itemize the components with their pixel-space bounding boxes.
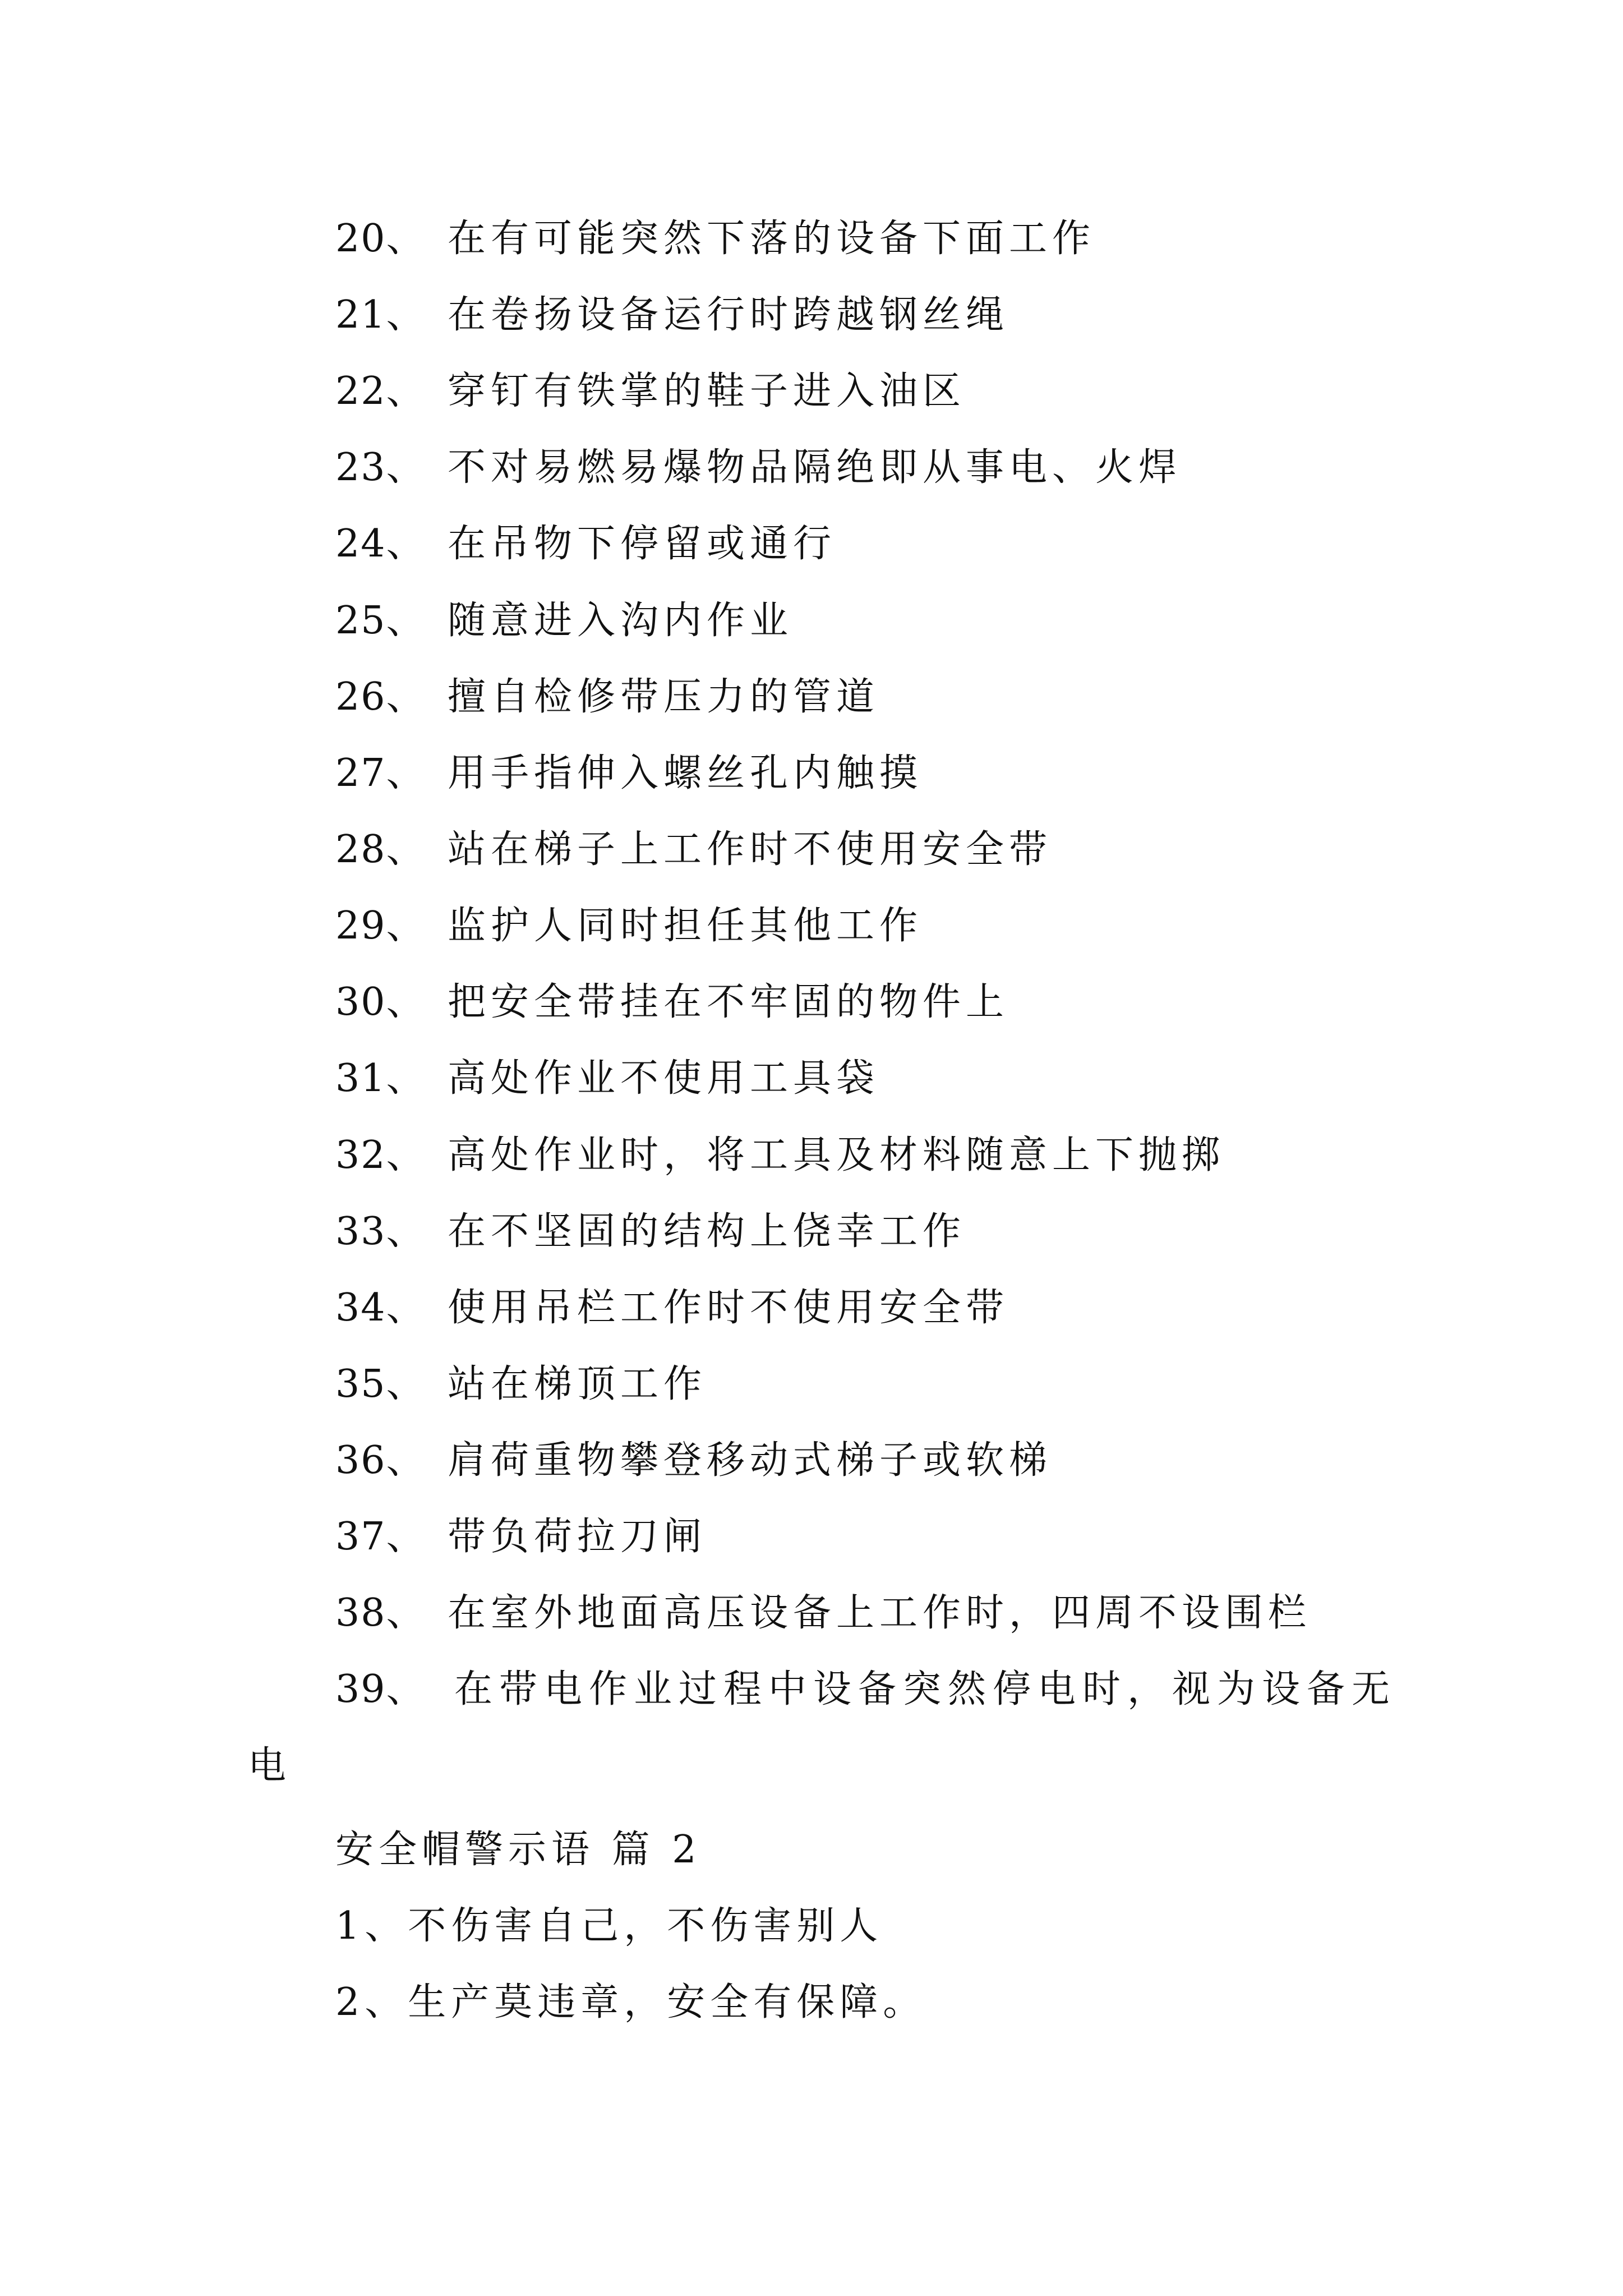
list-item [335, 827, 1053, 872]
list-item [335, 1209, 966, 1254]
list-item-text: 擅自检修带压力的管道 [448, 675, 880, 719]
slogan-item [335, 1904, 883, 1948]
list-item-number: 30、 [335, 980, 426, 1024]
list-item-text: 站在梯顶工作 [448, 1362, 707, 1406]
list-item-text: 在室外地面高压设备上工作时，四周不设围栏 [448, 1591, 1312, 1635]
list-item-continuation [248, 1743, 292, 1788]
list-item-text: 不对易燃易爆物品隔绝即从事电、火焊 [448, 445, 1182, 490]
list-item-number: 38、 [335, 1591, 426, 1635]
slogan-text: 2、生产莫违章，安全有保障。 [335, 1980, 926, 2024]
list-item-number: 35、 [335, 1362, 426, 1406]
list-item-text: 带负荷拉刀闸 [448, 1515, 707, 1559]
list-item-number: 22、 [335, 369, 426, 413]
list-item-text: 把安全带挂在不牢固的物件上 [448, 980, 1009, 1024]
list-item [335, 1362, 707, 1406]
list-item [335, 1133, 1225, 1177]
slogan-item [335, 1980, 926, 2024]
list-item-text: 高处作业时，将工具及材料随意上下抛掷 [448, 1133, 1225, 1177]
list-item [335, 217, 1096, 261]
list-item-text: 在卷扬设备运行时跨越钢丝绳 [448, 293, 1009, 337]
list-item [335, 675, 880, 719]
list-item-number: 36、 [335, 1438, 426, 1483]
list-item-number: 32、 [335, 1133, 426, 1177]
list-item-text: 用手指伸入螺丝孔内触摸 [448, 751, 923, 795]
slogan-text: 1、不伤害自己，不伤害别人 [335, 1904, 883, 1948]
list-item-text: 在带电作业过程中设备突然停电时，视为设备无 [454, 1667, 1397, 1711]
list-item-text: 在有可能突然下落的设备下面工作 [448, 217, 1096, 261]
list-item-text: 站在梯子上工作时不使用安全带 [448, 827, 1053, 872]
list-item-text: 肩荷重物攀登移动式梯子或软梯 [448, 1438, 1053, 1483]
list-item [335, 980, 1009, 1024]
list-item-number: 25、 [335, 599, 426, 643]
list-item-number: 29、 [335, 904, 426, 948]
list-item [335, 1056, 880, 1101]
continuation-text: 电 [248, 1743, 292, 1788]
list-item [335, 904, 923, 948]
list-item-text: 使用吊栏工作时不使用安全带 [448, 1286, 1009, 1330]
list-item-text: 在吊物下停留或通行 [448, 522, 837, 566]
section-heading-text: 安全帽警示语 篇 2 [335, 1828, 702, 1872]
list-item [335, 369, 966, 413]
list-item-text: 高处作业不使用工具袋 [448, 1056, 880, 1101]
list-item-number: 28、 [335, 827, 426, 872]
list-item [335, 1591, 1312, 1635]
list-item-number: 21、 [335, 293, 426, 337]
list-item-number: 39、 [335, 1667, 426, 1711]
list-item [335, 751, 923, 795]
list-item-number: 23、 [335, 445, 426, 490]
list-item [335, 293, 1009, 337]
list-item [335, 1286, 1009, 1330]
list-item-number: 34、 [335, 1286, 426, 1330]
list-item-number: 20、 [335, 217, 426, 261]
list-item [335, 522, 837, 566]
list-item-number: 24、 [335, 522, 426, 566]
list-item-number: 26、 [335, 675, 426, 719]
list-item-text: 穿钉有铁掌的鞋子进入油区 [448, 369, 966, 413]
section-heading [335, 1828, 702, 1872]
list-item-number: 27、 [335, 751, 426, 795]
list-item-number: 37、 [335, 1515, 426, 1559]
list-item [335, 599, 794, 643]
list-item [335, 445, 1182, 490]
list-item-text: 在不坚固的结构上侥幸工作 [448, 1209, 966, 1254]
list-item [335, 1667, 1397, 1711]
list-item-number: 31、 [335, 1056, 426, 1101]
list-item [335, 1515, 707, 1559]
list-item-text: 监护人同时担任其他工作 [448, 904, 923, 948]
list-item-text: 随意进入沟内作业 [448, 599, 794, 643]
list-item-number: 33、 [335, 1209, 426, 1254]
list-item [335, 1438, 1053, 1483]
